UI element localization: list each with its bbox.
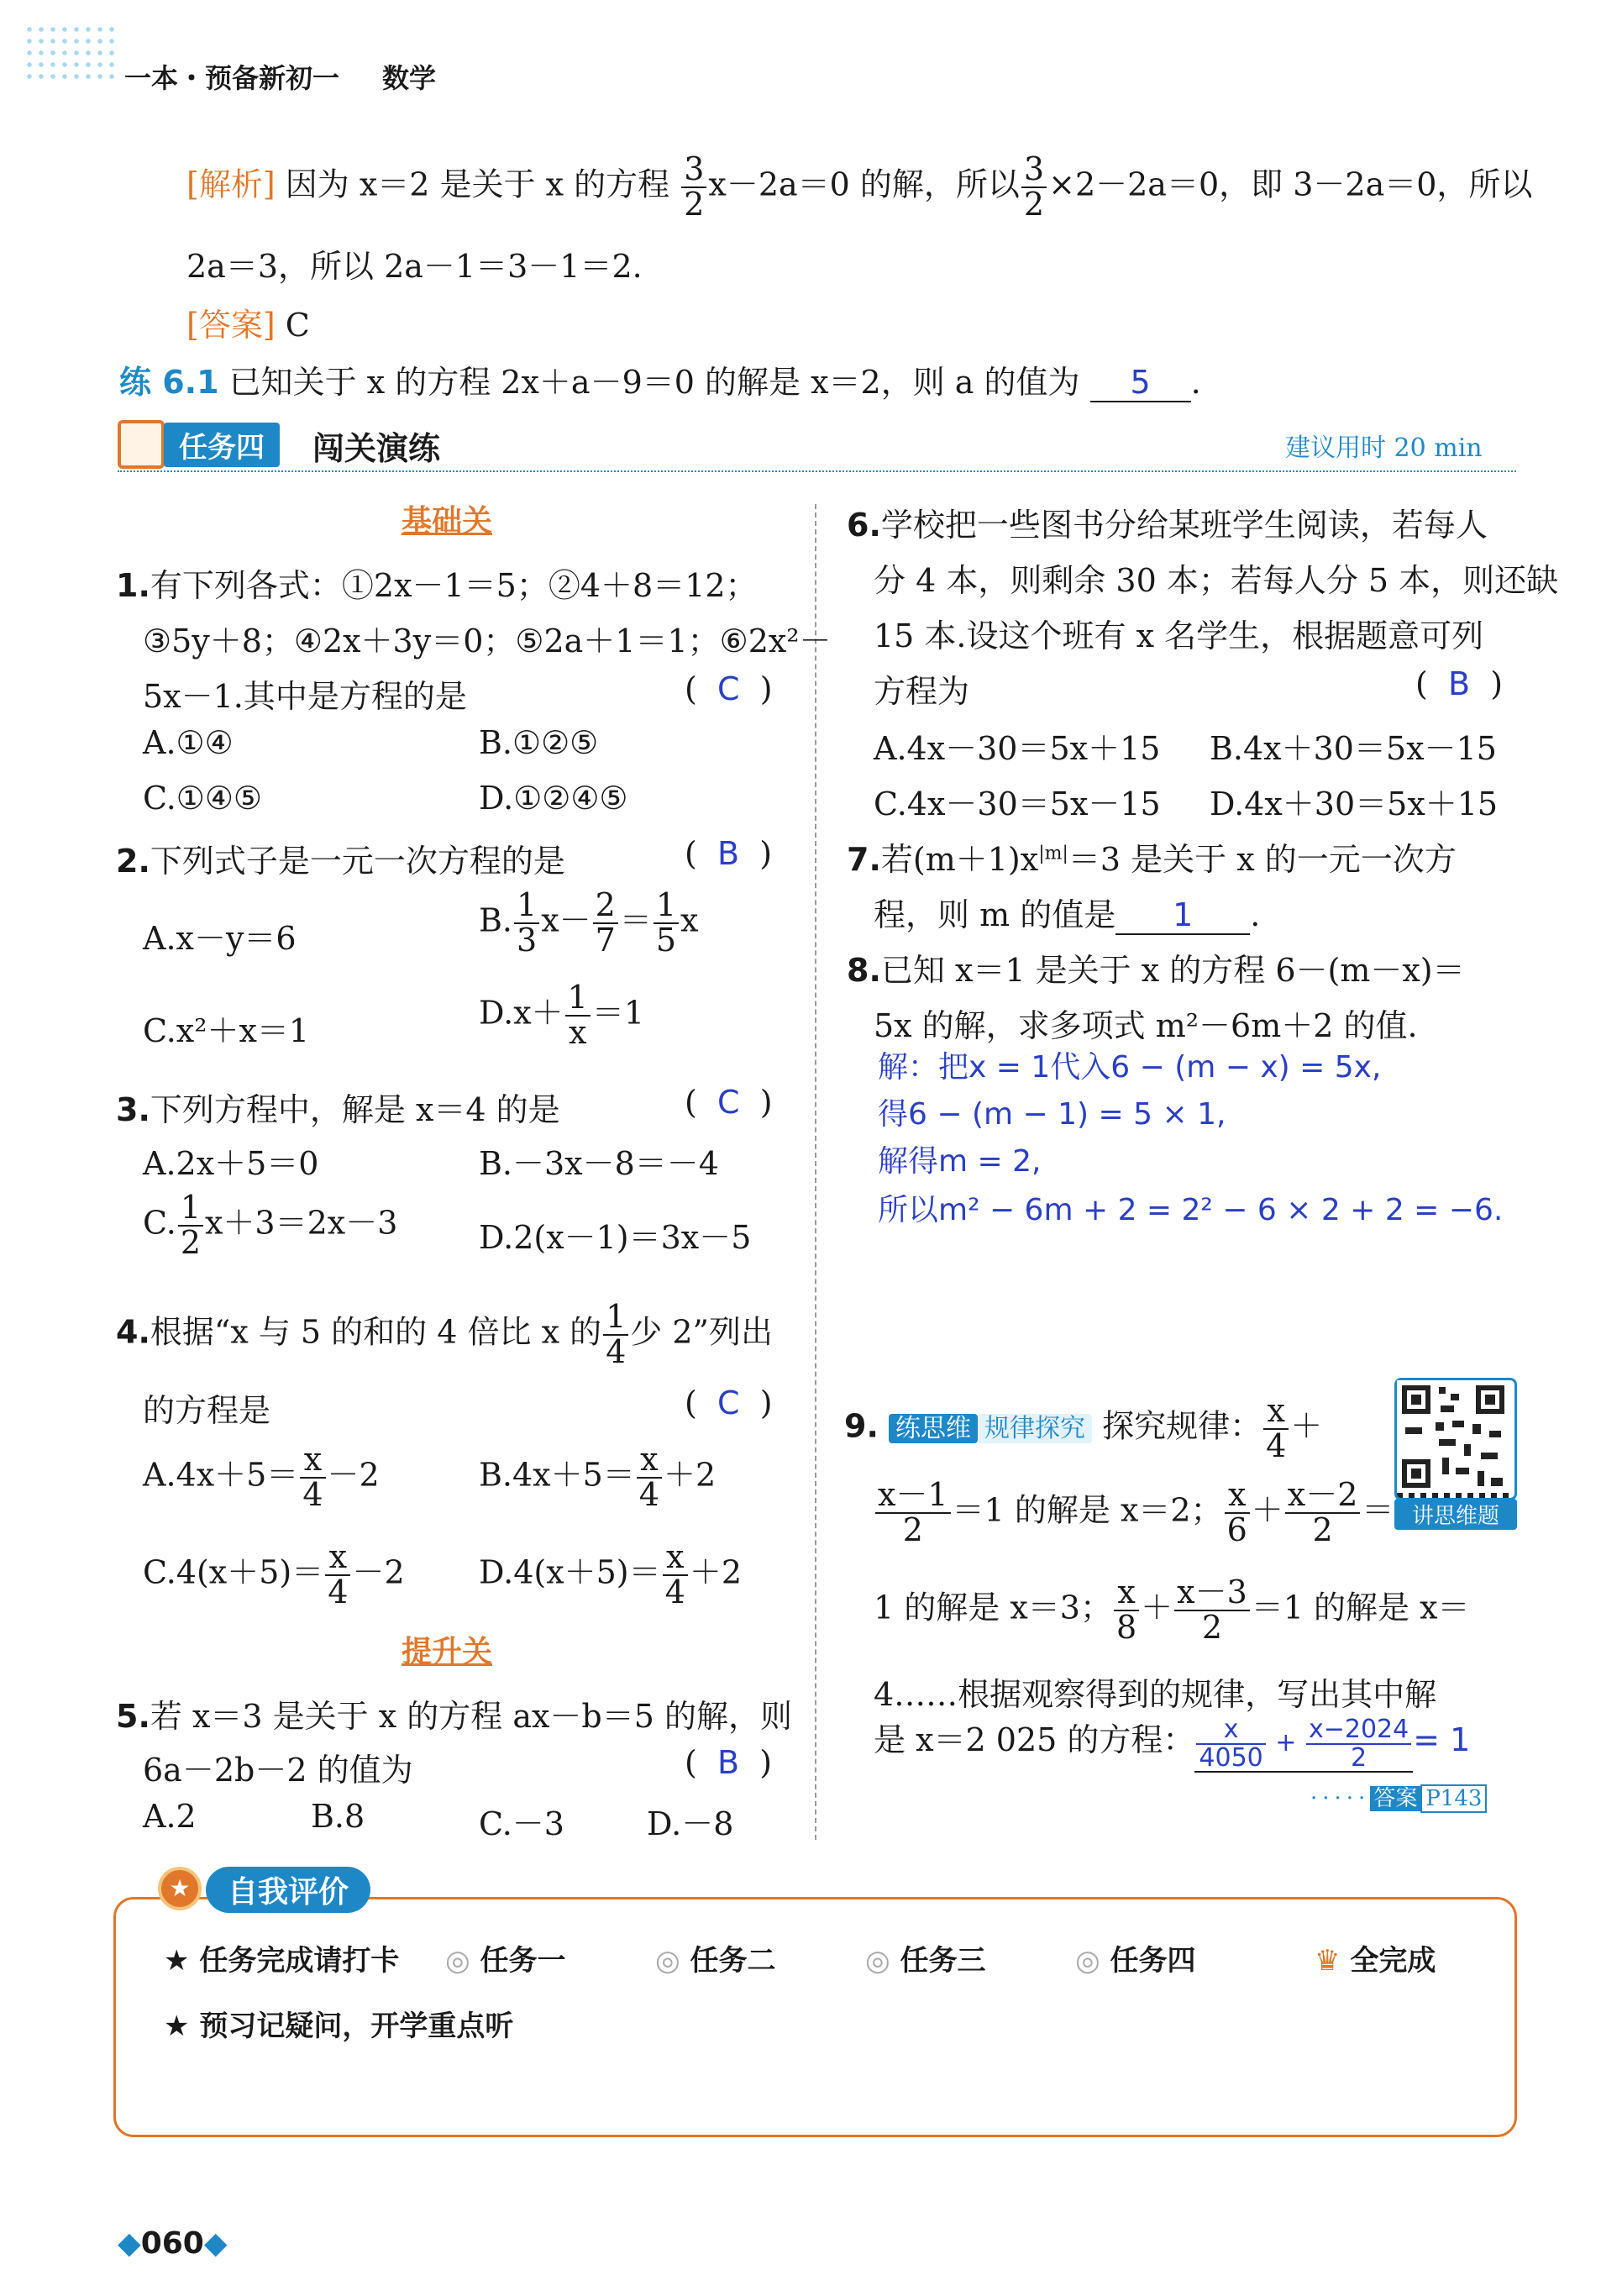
jiexi-tag: [解析]: [186, 166, 276, 203]
medal-icon: ★: [158, 1867, 202, 1910]
q1-line3: 5x－1.其中是方程的是: [143, 678, 467, 715]
q4-option-d: D.4(x＋5)＝ $\frac{x}{4}$ ＋2: [479, 1538, 743, 1610]
q4-answer: ( C ): [685, 1384, 773, 1421]
task-check-2[interactable]: ◎ 任务二: [655, 1944, 776, 1978]
self-eval-row2: ★ 预习记疑问，开学重点听: [164, 2010, 514, 2043]
q9-line3: 1 的解是 x＝3； $\frac{x}{8}$ ＋ $\frac{x-3}{2}$ ＝1 的解是 x＝: [874, 1574, 1470, 1646]
q9-line1: 9. 练思维 规律探究 探究规律： $\frac{x}{4}$ ＋: [844, 1392, 1323, 1464]
answer-tag: [答案]: [186, 307, 276, 344]
q4-stem: 4.根据“x 与 5 的和的 4 倍比 x 的 $\frac{1}{4}$ 少 2”列出: [116, 1298, 773, 1370]
q2-option-a: A.x－y＝6: [143, 920, 297, 957]
q5-line1: 5.若 x＝3 是关于 x 的方程 ax－b＝5 的解，则: [116, 1698, 792, 1735]
q3-option-c: C. $\frac{1}{2}$ x＋3＝2x－3: [143, 1189, 398, 1261]
lian-line: 练 6.1 已知关于 x 的方程 2x＋a－9＝0 的解是 x＝2，则 a 的值为 5 .: [119, 364, 1201, 401]
fraction: $\frac{3}{2}$: [1021, 153, 1047, 222]
q7-blank: 1: [1115, 896, 1250, 935]
q2-option-c: C.x²＋x＝1: [143, 1012, 310, 1049]
jiexi-answer: [186, 299, 310, 345]
q5-option-b: B.8: [311, 1798, 365, 1835]
q6-line3: 15 本.设这个班有 x 名学生，根据题意可列: [874, 617, 1484, 654]
q8-line2: 5x 的解，求多项式 m²－6m＋2 的值.: [874, 1007, 1418, 1044]
answer-ref[interactable]: ····· 答案 P143: [1310, 1781, 1487, 1812]
q6-option-a: A.4x－30＝5x＋15: [874, 730, 1161, 767]
column-divider: [815, 504, 816, 1840]
q6-option-c: C.4x－30＝5x－15: [874, 785, 1161, 822]
task-title: 闯关演练: [312, 430, 441, 467]
q5-option-c: C.－3: [479, 1805, 564, 1842]
q3-stem: 3.下列方程中，解是 x＝4 的是: [116, 1091, 560, 1128]
q4-option-a: A.4x＋5＝ $\frac{x}{4}$ －2: [143, 1441, 380, 1513]
q9-tag2: 规律探究: [978, 1414, 1092, 1443]
q1-option-a: A.①④: [143, 724, 234, 761]
page-number: ◆060◆: [118, 2226, 228, 2261]
q1-option-d: D.①②④⑤: [479, 780, 628, 817]
q2-option-b: B. $\frac{1}{3}$ x－ $\frac{2}{7}$ ＝ $\frac{1}{5}$ x: [479, 886, 699, 959]
q6-line1: 6.学校把一些图书分给某班学生阅读，若每人: [847, 507, 1488, 544]
q1-line1: 1.有下列各式：①2x－1＝5；②4＋8＝12；: [116, 567, 758, 604]
lian-label: 练 6.1: [119, 364, 219, 401]
q6-line2: 分 4 本，则剩余 30 本；若每人分 5 本，则还缺: [874, 562, 1559, 599]
qr-pattern: [1397, 1380, 1509, 1493]
task-check-1[interactable]: ◎ 任务一: [445, 1944, 566, 1978]
q9-answer: $\frac{x}{4050}$ + $\frac{x-2024}{2}$: [1194, 1716, 1413, 1773]
answer-ref-label: 答案: [1370, 1786, 1420, 1811]
task-icon: [118, 420, 165, 469]
check-icon: ◎: [1075, 1944, 1100, 1978]
task-complete-all[interactable]: ♛ 全完成: [1315, 1944, 1436, 1978]
q6-option-b: B.4x＋30＝5x－15: [1210, 730, 1497, 767]
check-icon: ◎: [445, 1944, 470, 1978]
header-book: 一本・预备新初一: [124, 62, 340, 94]
jiexi-line2: 2a＝3，所以 2a－1＝3－1＝2.: [186, 248, 643, 285]
q8-solution-3: 解得m = 2,: [878, 1144, 1042, 1179]
q3-answer: ( C ): [685, 1084, 773, 1121]
q6-line4: 方程为: [874, 673, 970, 710]
task-time: 建议用时 20 min: [1285, 433, 1483, 463]
jiexi-text-b: x－2a＝0 的解，所以: [708, 166, 1020, 203]
q4-option-b: B.4x＋5＝ $\frac{x}{4}$ ＋2: [479, 1441, 717, 1513]
answer-value: C: [285, 307, 310, 344]
check-icon: ◎: [865, 1944, 890, 1978]
header-dots: [24, 24, 116, 82]
level-up: 提升关: [402, 1635, 493, 1669]
q9-tag1: 练思维: [889, 1414, 978, 1443]
q4-option-c: C.4(x＋5)＝ $\frac{x}{4}$ －2: [143, 1538, 405, 1610]
check-icon: ◎: [655, 1944, 680, 1978]
q5-option-a: A.2: [143, 1798, 197, 1835]
q6-option-d: D.4x＋30＝5x＋15: [1210, 785, 1499, 822]
q3-option-a: A.2x＋5＝0: [143, 1145, 319, 1182]
header-subject: 数学: [382, 62, 437, 94]
jiexi-line1: [186, 150, 1533, 223]
q7-line2: 程，则 m 的值是 1 .: [874, 896, 1261, 933]
self-eval-title: 自我评价: [206, 1867, 370, 1913]
q8-line1: 8.已知 x＝1 是关于 x 的方程 6－(m－x)＝: [847, 952, 1465, 989]
trophy-icon: ♛: [1315, 1944, 1341, 1978]
self-eval-row1: ★ 任务完成请打卡: [164, 1944, 400, 1978]
task-divider: [118, 470, 1516, 472]
q4-stem2: 的方程是: [143, 1392, 271, 1429]
q8-solution-4: 所以m² − 6m + 2 = 2² − 6 × 2 + 2 = −6.: [878, 1193, 1504, 1227]
q1-option-c: C.①④⑤: [143, 780, 262, 817]
lian-text: 已知关于 x 的方程 2x＋a－9＝0 的解是 x＝2，则 a 的值为: [228, 364, 1080, 401]
q2-stem: 2.下列式子是一元一次方程的是: [116, 843, 565, 880]
q1-answer: ( C ): [685, 670, 773, 707]
q7-line1: 7.若$(m+1)x^{|m|}=3$ 是关于 x 的一元一次方: [847, 841, 1457, 878]
lian-blank: 5: [1090, 364, 1191, 402]
task-badge: 任务四: [164, 423, 280, 467]
fraction: $\frac{3}{2}$: [681, 153, 706, 222]
answer-ref-page: P143: [1420, 1784, 1487, 1813]
task-check-4[interactable]: ◎ 任务四: [1075, 1944, 1196, 1978]
q3-option-b: B.－3x－8＝－4: [479, 1145, 719, 1182]
q8-solution-2: 得6 − (m − 1) = 5 × 1,: [878, 1097, 1226, 1132]
q2-option-d: D.x＋ $\frac{1}{x}$ ＝1: [479, 979, 644, 1051]
q9-line4: 4……根据观察得到的规律，写出其中解: [874, 1676, 1437, 1713]
q9-line5: 是 x＝2 025 的方程： $\frac{x}{4050}$ + $\frac{x-2024}{2}$ = 1: [874, 1715, 1471, 1773]
q3-option-d: D.2(x－1)＝3x－5: [479, 1219, 752, 1256]
task-check-3[interactable]: ◎ 任务三: [865, 1944, 986, 1978]
q1-line2: ③5y＋8；④2x＋3y＝0；⑤2a＋1＝1；⑥2x²－: [143, 623, 832, 659]
qr-label: 讲思维题: [1394, 1499, 1517, 1530]
q5-option-d: D.－8: [647, 1805, 734, 1842]
jiexi-text-c: ×2－2a＝0，即 3－2a＝0，所以: [1048, 166, 1533, 203]
qr-code[interactable]: [1394, 1378, 1517, 1500]
q9-line2: $\frac{x-1}{2}$ ＝1 的解是 x＝2； $\frac{x}{6}$ ＋ $\frac{x-2}{2}$ ＝: [874, 1479, 1394, 1547]
q1-option-b: B.①②⑤: [479, 724, 599, 761]
level-basic: 基础关: [402, 504, 493, 539]
jiexi-text-a: 因为 x＝2 是关于 x 的方程: [285, 166, 670, 203]
q6-answer: ( B ): [1415, 665, 1504, 702]
q5-line2: 6a－2b－2 的值为: [143, 1752, 413, 1789]
q8-solution-1: 解：把x = 1代入6 − (m − x) = 5x,: [878, 1050, 1382, 1085]
q2-answer: ( B ): [685, 835, 773, 872]
q5-answer: ( B ): [685, 1744, 773, 1781]
